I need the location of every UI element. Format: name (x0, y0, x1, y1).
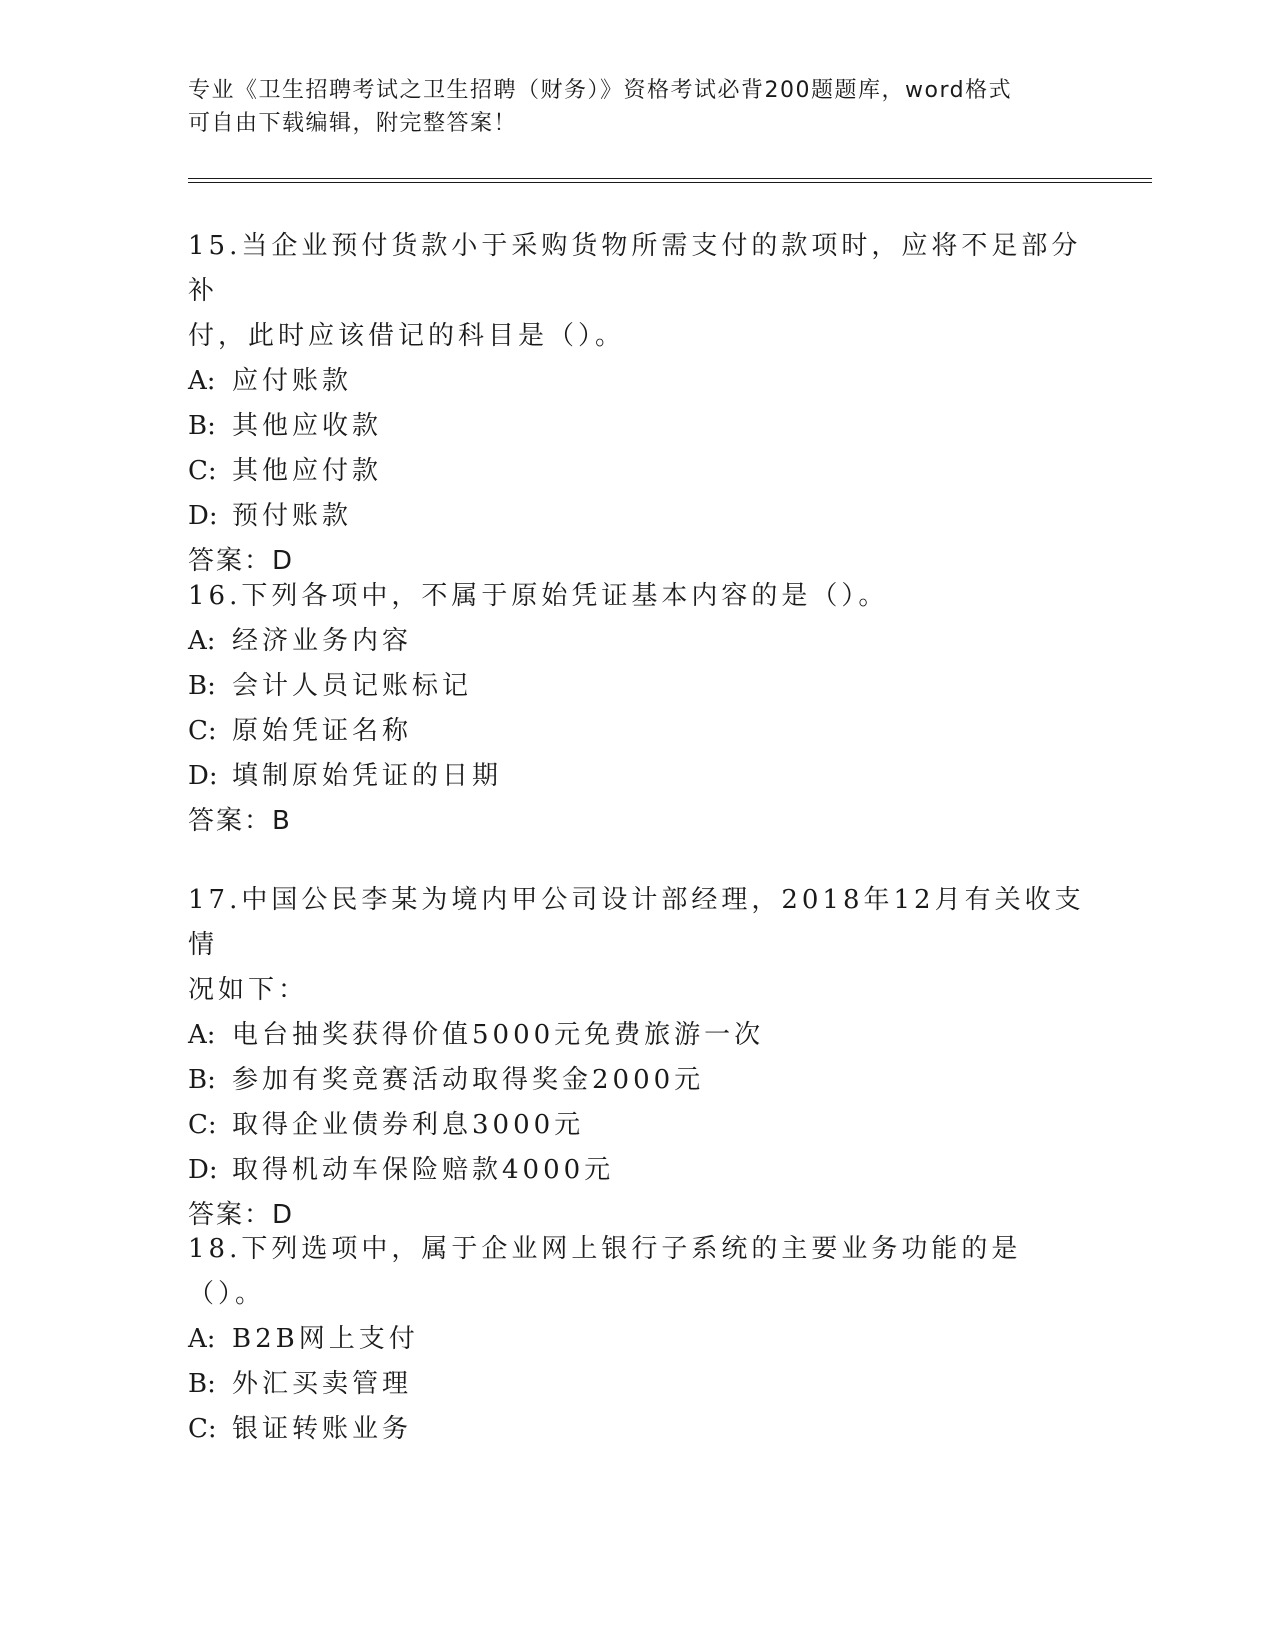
option-key: C: (188, 1414, 217, 1444)
option-key: B: (188, 1065, 216, 1095)
option-text: 经济业务内容 (232, 626, 413, 656)
header-line-1: 专业《卫生招聘考试之卫生招聘（财务）》资格考试必背200题题库，word格式 (188, 78, 1013, 103)
option-b (188, 404, 1088, 449)
question-stem-line: 16.下列各项中，不属于原始凭证基本内容的是（）。 (188, 581, 889, 611)
option-text: 取得企业债券利息3000元 (232, 1110, 585, 1140)
document-header (188, 74, 1088, 140)
option-key: B: (188, 411, 216, 441)
question-17 (188, 878, 1088, 1238)
answer-line: 答案：B (188, 806, 292, 836)
option-text: 其他应收款 (232, 411, 383, 441)
option-key: A: (188, 1020, 216, 1050)
option-text: 外汇买卖管理 (232, 1369, 413, 1399)
option-b (188, 1058, 1088, 1103)
header-divider (188, 178, 1152, 183)
option-text: 原始凭证名称 (232, 716, 413, 746)
option-text: 其他应付款 (232, 456, 383, 486)
header-line-2: 可自由下载编辑，附完整答案！ (188, 111, 518, 136)
option-a (188, 359, 1088, 404)
option-key: C: (188, 456, 217, 486)
option-key: D: (188, 761, 218, 791)
option-b (188, 664, 1088, 709)
option-c (188, 449, 1088, 494)
option-text: 应付账款 (232, 366, 353, 396)
question-stem-line: 15.当企业预付货款小于采购货物所需支付的款项时，应将不足部分补 (188, 231, 1082, 306)
answer-line: 答案：D (188, 546, 295, 576)
question-stem-line: 付，此时应该借记的科目是（）。 (188, 321, 626, 351)
option-c (188, 709, 1088, 754)
question-15 (188, 224, 1088, 584)
option-key: B: (188, 671, 216, 701)
option-d (188, 754, 1088, 799)
question-stem-line: 况如下： (188, 975, 309, 1005)
question-18 (188, 1227, 1088, 1452)
option-key: A: (188, 366, 216, 396)
option-a (188, 1317, 1088, 1362)
question-16 (188, 574, 1088, 844)
option-d (188, 1148, 1088, 1193)
option-key: A: (188, 1324, 216, 1354)
option-key: C: (188, 716, 217, 746)
option-text: 银证转账业务 (232, 1414, 413, 1444)
option-text: 预付账款 (232, 501, 353, 531)
option-text: 电台抽奖获得价值5000元免费旅游一次 (232, 1020, 765, 1050)
option-b (188, 1362, 1088, 1407)
option-text: 填制原始凭证的日期 (232, 761, 503, 791)
option-text: 会计人员记账标记 (232, 671, 473, 701)
option-text: 取得机动车保险赔款4000元 (232, 1155, 615, 1185)
option-d (188, 494, 1088, 539)
option-c (188, 1407, 1088, 1452)
option-key: B: (188, 1369, 216, 1399)
question-stem-line: 18.下列选项中，属于企业网上银行子系统的主要业务功能的是（）。 (188, 1234, 1022, 1309)
option-c (188, 1103, 1088, 1148)
option-text: 参加有奖竞赛活动取得奖金2000元 (232, 1065, 705, 1095)
option-key: A: (188, 626, 216, 656)
option-text: B2B网上支付 (232, 1324, 419, 1354)
option-key: D: (188, 1155, 218, 1185)
answer-line: 答案：D (188, 1200, 295, 1230)
question-stem-line: 17.中国公民李某为境内甲公司设计部经理，2018年12月有关收支情 (188, 885, 1085, 960)
option-a (188, 619, 1088, 664)
option-key: C: (188, 1110, 217, 1140)
option-a (188, 1013, 1088, 1058)
option-key: D: (188, 501, 218, 531)
